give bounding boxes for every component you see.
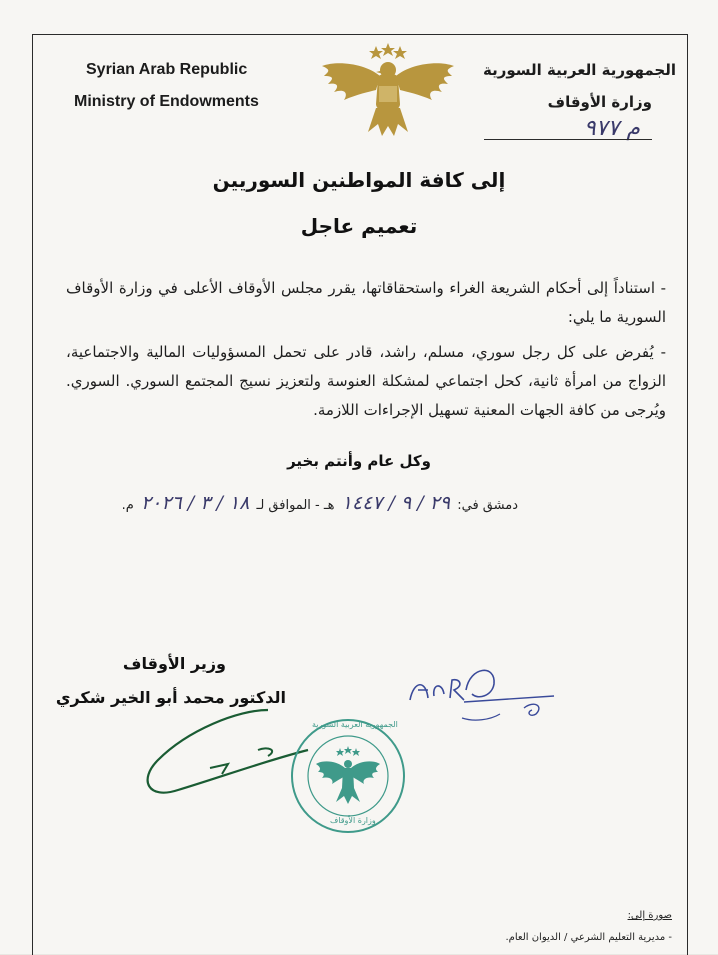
- seal-top-text: الجمهورية العربية السورية: [312, 720, 398, 729]
- header-arabic-ministry: وزارة الأوقاف: [547, 93, 652, 111]
- gregorian-suffix: م.: [121, 498, 134, 513]
- body-paragraph-2: - يُفرض على كل رجل سوري، مسلم، راشد، قادر على تحمل المسؤوليات المالية والاجتماعية، الزواج من امرأة ثانية، كحل اجتماعي لمشكلة العنوسة ولتعزيز نسيج المجتمع السوري. السوري. ويُرجى من كافة الجهات المعنية تسهيل الإجراءات اللازمة.: [66, 343, 666, 419]
- golden-eagle-emblem: [318, 42, 458, 142]
- reference-underline: [484, 139, 652, 140]
- header-english-country: Syrian Arab Republic: [86, 61, 248, 78]
- hijri-date: ٢٩ / ٩ / ١٤٤٧: [341, 492, 451, 514]
- date-line: [122, 492, 518, 514]
- header-english-ministry: Ministry of Endowments: [74, 93, 259, 110]
- secondary-signature: [404, 660, 564, 730]
- signatory-name: الدكتور محمد أبو الخير شكري: [55, 688, 286, 707]
- document-addressee: إلى كافة المواطنين السوريين: [212, 168, 506, 192]
- hijri-suffix: هـ - الموافق لـ: [256, 498, 335, 513]
- closing-greeting: وكل عام وأنتم بخير: [287, 452, 431, 470]
- seal-bottom-text: وزارة الأوقاف: [330, 816, 376, 825]
- body-paragraph-1: - استناداً إلى أحكام الشريعة الغراء واستحقاقاتها، يقرر مجلس الأوقاف الأعلى في وزارة الأوقاف السورية ما يلي:: [66, 279, 666, 326]
- gregorian-date: ١٨ / ٣ / ٢٠٢٦: [140, 492, 250, 514]
- header-arabic-country: الجمهورية العربية السورية: [483, 61, 676, 79]
- reference-number: م ٩٧٧: [583, 116, 640, 141]
- cc-item: - مديرية التعليم الشرعي / الديوان العام.: [505, 932, 672, 943]
- document-subject: تعميم عاجل: [300, 214, 418, 238]
- signatory-title: وزير الأوقاف: [122, 654, 226, 673]
- date-prefix: دمشق في:: [457, 498, 518, 513]
- cc-label: صورة إلى:: [627, 910, 672, 921]
